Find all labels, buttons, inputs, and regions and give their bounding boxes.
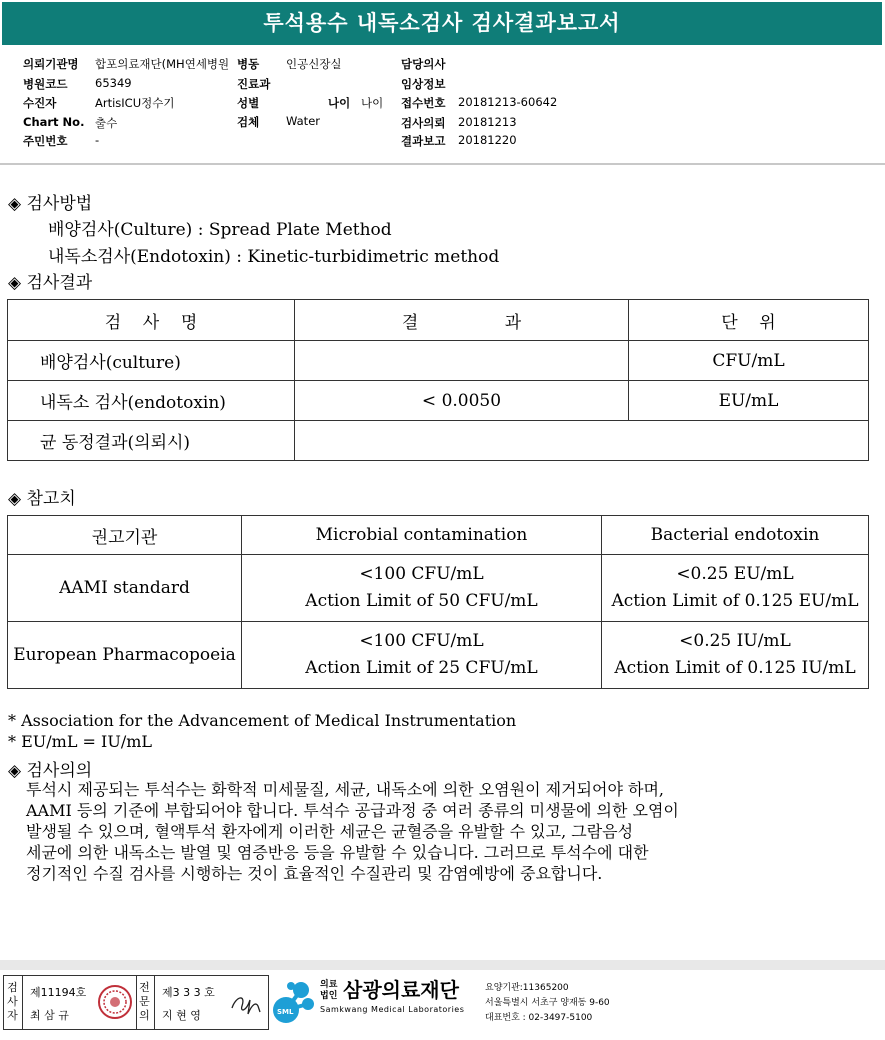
specialist-label <box>138 981 152 1023</box>
patient-label: 수진자 <box>23 96 57 110</box>
reference-micro-cell <box>242 555 602 622</box>
divider <box>22 976 23 1029</box>
institution-value: 합포의료재단(MH연세병원 <box>95 57 230 71</box>
report-value: 20181220 <box>458 133 517 147</box>
result-name: 배양검사(culture) <box>8 341 295 381</box>
reference-micro-cell <box>242 622 602 689</box>
dept-label: 진료과 <box>237 77 271 91</box>
reference-micro-action: Action Limit of 50 CFU/mL <box>305 591 538 611</box>
meaning-line: 발생될 수 있으며, 혈액투석 환자에게 이러한 세균은 균혈증을 유발할 수 있고, 그람음성 <box>26 822 634 841</box>
hospital-code-label: 병원코드 <box>23 77 68 91</box>
seal-stamp <box>97 984 133 1020</box>
reference-endo-limit: <0.25 EU/mL <box>676 564 794 584</box>
care-code: 요양기관:11365200 <box>485 983 569 993</box>
hospital-code-value: 65349 <box>95 76 132 90</box>
ward-label: 병동 <box>237 57 260 71</box>
result-value: < 0.0050 <box>295 381 629 421</box>
method-line-culture: 배양검사(Culture) : Spread Plate Method <box>48 220 392 240</box>
reference-endo-limit: <0.25 IU/mL <box>679 631 791 651</box>
result-unit: EU/mL <box>629 381 869 421</box>
org-type-top: 의료 <box>320 980 338 990</box>
reference-col-micro: Microbial contamination <box>242 516 602 555</box>
results-col-result: 결 과 <box>295 300 629 341</box>
chart-label: Chart No. <box>23 115 85 129</box>
meaning-line: 세균에 의한 내독소는 발열 및 염증반응 등을 유발할 수 있습니다. 그러므로 투석수에 대한 <box>26 843 649 862</box>
tester-name: 최 삼 규 <box>30 1009 69 1022</box>
receipt-value: 20181213-60642 <box>458 95 558 109</box>
reference-endo-cell <box>602 622 869 689</box>
sml-logo-text: SML <box>277 1008 294 1016</box>
reference-micro-limit: <100 CFU/mL <box>359 564 484 584</box>
results-col-unit: 단 위 <box>629 300 869 341</box>
results-header-row <box>8 300 869 341</box>
request-value: 20181213 <box>458 115 517 129</box>
tester-label-text: 검사자 <box>7 981 18 1022</box>
meaning-heading: ◈ 검사의의 <box>8 761 93 781</box>
chart-value: 출수 <box>95 116 118 130</box>
reference-heading: ◈ 참고치 <box>8 489 76 509</box>
reference-micro-limit: <100 CFU/mL <box>359 631 484 651</box>
table-row <box>8 555 869 622</box>
reference-org: European Pharmacopoeia <box>8 622 242 689</box>
org-name: 삼광의료재단 <box>343 978 459 1002</box>
reference-org: AAMI standard <box>8 555 242 622</box>
sex-label: 성별 <box>237 96 260 110</box>
results-col-name: 검 사 명 <box>8 300 295 341</box>
reference-micro-action: Action Limit of 25 CFU/mL <box>305 658 538 678</box>
age-label: 나이 <box>328 96 351 110</box>
id-value: - <box>95 133 100 147</box>
reference-endo-action: Action Limit of 0.125 EU/mL <box>611 591 859 611</box>
sml-logo <box>271 976 317 1026</box>
id-label: 주민번호 <box>23 134 68 148</box>
specialist-name: 지 현 영 <box>162 1009 201 1022</box>
table-row <box>8 341 869 381</box>
table-row <box>8 622 869 689</box>
org-phone: 대표번호 : 02-3497-5100 <box>485 1013 593 1023</box>
divider <box>136 976 137 1029</box>
results-table <box>7 299 869 461</box>
reference-endo-cell <box>602 555 869 622</box>
result-name: 내독소 검사(endotoxin) <box>8 381 295 421</box>
tester-label <box>6 981 20 1023</box>
specimen-value: Water <box>286 114 320 128</box>
request-label: 검사의뢰 <box>401 116 446 130</box>
method-line-endotoxin: 내독소검사(Endotoxin) : Kinetic-turbidimetric method <box>48 247 500 267</box>
divider <box>154 976 155 1029</box>
table-row <box>8 381 869 421</box>
note-units: * EU/mL = IU/mL <box>8 732 153 751</box>
footer-band <box>0 960 885 970</box>
note-aami: * Association for the Advancement of Medical Instrumentation <box>8 711 517 730</box>
institution-label: 의뢰기관명 <box>23 57 79 71</box>
report-label: 결과보고 <box>401 134 446 148</box>
reference-col-org: 권고기관 <box>8 516 242 555</box>
meaning-line: 정기적인 수질 검사를 시행하는 것이 효율적인 수질관리 및 감염예방에 중요합니다. <box>26 864 603 883</box>
org-name-en: Samkwang Medical Laboratories <box>320 1005 465 1014</box>
meaning-line: 투석시 제공되는 투석수는 화학적 미세물질, 세균, 내독소에 의한 오염원이 제거되어야 하며, <box>26 780 664 799</box>
report-title: 투석용수 내독소검사 검사결과보고서 <box>2 2 882 45</box>
doctor-label: 담당의사 <box>401 57 446 71</box>
reference-col-endo: Bacterial endotoxin <box>602 516 869 555</box>
signature-box <box>3 975 269 1030</box>
ward-value: 인공신장실 <box>286 57 342 71</box>
header-divider <box>0 163 885 165</box>
tester-license: 제11194호 <box>30 986 87 999</box>
results-heading: ◈ 검사결과 <box>8 273 93 293</box>
specimen-label: 검체 <box>237 115 260 129</box>
age-value: 나이 <box>361 96 384 110</box>
result-value <box>295 421 869 461</box>
result-name: 균 동정결과(의뢰시) <box>8 421 295 461</box>
specialist-label-text: 전문의 <box>139 981 150 1022</box>
org-type-bottom: 법인 <box>320 991 338 1001</box>
reference-header-row <box>8 516 869 555</box>
reference-endo-action: Action Limit of 0.125 IU/mL <box>614 658 856 678</box>
reference-table <box>7 515 869 689</box>
receipt-label: 접수번호 <box>401 96 446 110</box>
specialist-license: 제3 3 3 호 <box>162 986 215 999</box>
signature-mark <box>226 986 266 1020</box>
result-unit: CFU/mL <box>629 341 869 381</box>
clinical-label: 임상정보 <box>401 77 446 91</box>
method-heading: ◈ 검사방법 <box>8 194 93 214</box>
table-row <box>8 421 869 461</box>
meaning-line: AAMI 등의 기준에 부합되어야 합니다. 투석수 공급과정 중 여러 종류의 미생물에 의한 오염이 <box>26 801 679 820</box>
patient-value: ArtisICU정수기 <box>95 96 175 110</box>
result-value <box>295 341 629 381</box>
org-address: 서울특별시 서초구 양재동 9-60 <box>485 998 610 1008</box>
